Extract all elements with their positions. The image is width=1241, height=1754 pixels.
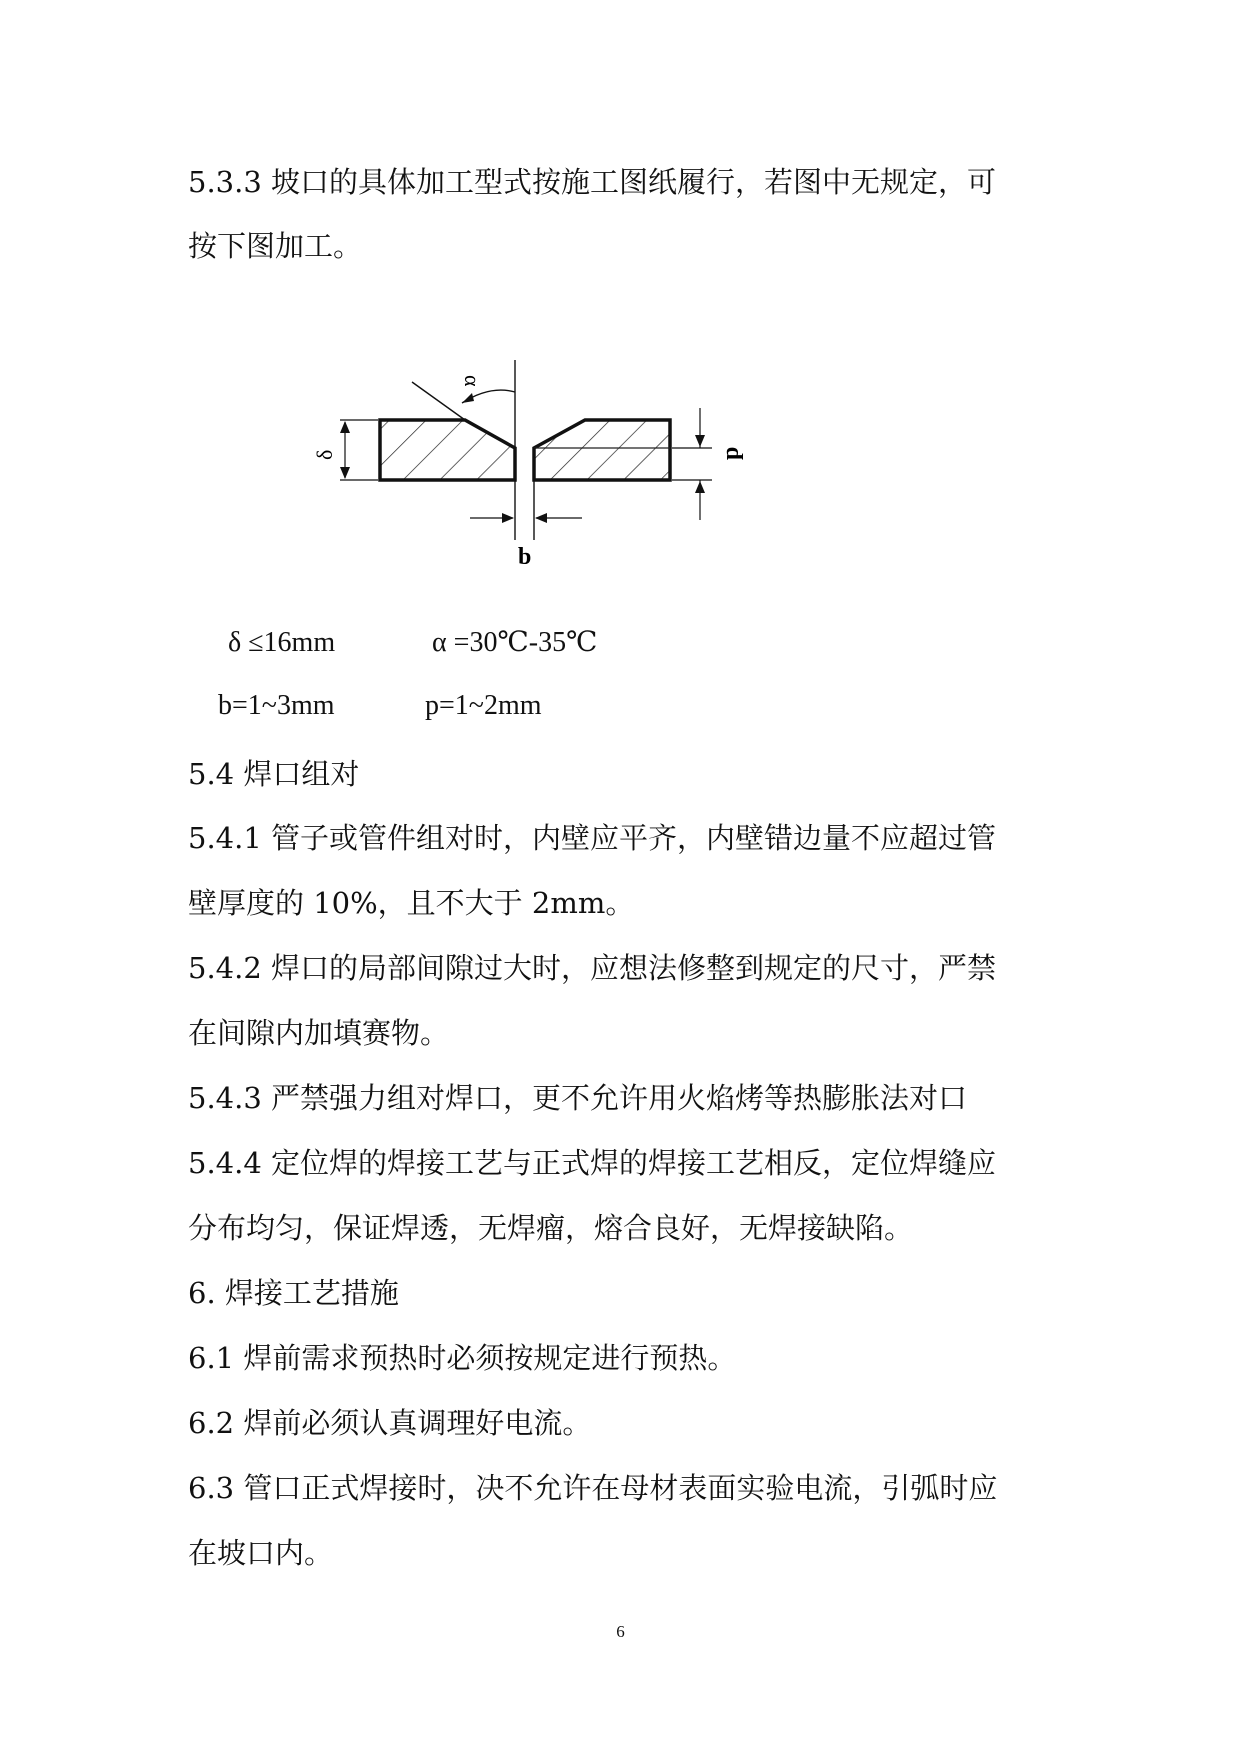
paragraph-5-3-3-line1: 5.3.3 坡口的具体加工型式按施工图纸履行，若图中无规定，可 [188, 165, 997, 199]
paragraph-5-3-3-line2: 按下图加工。 [188, 229, 363, 263]
heading-6: 6. 焊接工艺措施 [188, 1276, 399, 1310]
paragraph-6-3-line2: 在坡口内。 [188, 1536, 334, 1570]
paragraph-6-1: 6.1 焊前需求预热时必须按规定进行预热。 [188, 1341, 737, 1375]
heading-5-4: 5.4 焊口组对 [188, 757, 360, 791]
left-plate [380, 420, 515, 480]
paragraph-6-3-line1: 6.3 管口正式焊接时，决不允许在母材表面实验电流，引弧时应 [188, 1471, 998, 1505]
paragraph-5-4-2-line1: 5.4.2 焊口的局部间隙过大时，应想法修整到规定的尺寸，严禁 [188, 951, 997, 985]
formula-p: p=1~2mm [425, 690, 542, 721]
formula-alpha: α =30℃-35℃ [432, 627, 598, 658]
p-dimension [672, 408, 744, 520]
formula-delta: δ ≤16mm [228, 627, 336, 658]
paragraph-5-4-3: 5.4.3 严禁强力组对焊口，更不允许用火焰烤等热膨胀法对口 [188, 1081, 968, 1115]
page-number: 6 [616, 1622, 625, 1641]
paragraph-5-4-2-line2: 在间隙内加填赛物。 [188, 1016, 450, 1050]
formula-b: b=1~3mm [218, 690, 335, 721]
label-alpha: α [460, 375, 485, 387]
paragraph-5-4-1-line1: 5.4.1 管子或管件组对时，内壁应平齐，内壁错边量不应超过管 [188, 821, 997, 855]
paragraph-5-4-4-line2: 分布均匀，保证焊透，无焊瘤，熔合良好，无焊接缺陷。 [188, 1211, 914, 1245]
b-dimension [470, 513, 582, 570]
label-delta: δ [312, 449, 337, 460]
weld-groove-diagram [0, 0, 1241, 600]
label-b: b [518, 544, 532, 570]
paragraph-5-4-4-line1: 5.4.4 定位焊的焊接工艺与正式焊的焊接工艺相反，定位焊缝应 [188, 1146, 997, 1180]
bevel-extension-line [412, 382, 465, 420]
right-plate [534, 420, 670, 480]
label-p: p [718, 446, 744, 460]
paragraph-5-4-1-line2: 壁厚度的 10%，且不大于 2mm。 [188, 886, 635, 920]
paragraph-6-2: 6.2 焊前必须认真调理好电流。 [188, 1406, 592, 1440]
delta-dimension [312, 420, 378, 480]
